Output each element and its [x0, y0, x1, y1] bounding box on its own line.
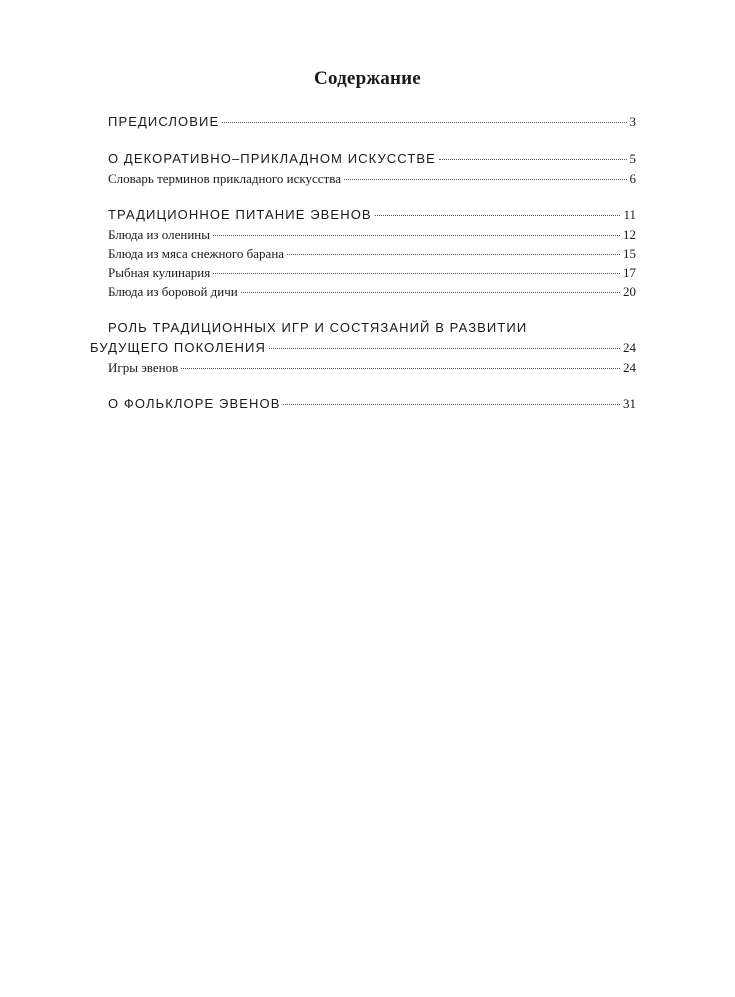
toc-entry-label: Блюда из оленины: [108, 227, 211, 242]
toc-entry-decorative-arts[interactable]: [108, 149, 636, 169]
dot-leader: [375, 215, 621, 216]
toc-page-number: 5: [629, 151, 636, 166]
toc-entry-label: Блюда из боровой дичи: [108, 284, 238, 299]
dot-leader: [222, 122, 626, 123]
toc-entry-label: Игры эвенов: [108, 360, 179, 375]
dot-leader: [241, 292, 620, 293]
toc-subentry-glossary[interactable]: [108, 169, 636, 188]
toc-entry-label: ПРЕДИСЛОВИЕ: [108, 114, 220, 129]
toc-page-number: 11: [623, 207, 636, 222]
toc-entry-nutrition[interactable]: [108, 205, 636, 225]
toc-page-number: 24: [623, 360, 636, 375]
toc-entry-label-line2: БУДУЩЕГО ПОКОЛЕНИЯ: [90, 340, 266, 355]
toc-entry-label: ТРАДИЦИОННОЕ ПИТАНИЕ ЭВЕНОВ: [108, 207, 372, 222]
toc-page-number: 24: [623, 340, 636, 355]
toc-entry-label: Блюда из мяса снежного барана: [108, 246, 285, 261]
toc-entry-preface[interactable]: [108, 112, 636, 132]
toc-subentry-even-games[interactable]: [108, 358, 636, 377]
toc-subentry-snow-sheep[interactable]: [108, 244, 636, 263]
toc-entry-label-line1: РОЛЬ ТРАДИЦИОННЫХ ИГР И СОСТЯЗАНИЙ В РАЗВИТИИ: [108, 320, 528, 335]
dot-leader: [181, 368, 620, 369]
toc-page-number: 3: [629, 114, 636, 129]
toc-entry-games-line2: [90, 338, 636, 358]
toc-subentry-venison[interactable]: [108, 225, 636, 244]
table-of-contents: [90, 112, 636, 414]
dot-leader: [269, 348, 620, 349]
toc-page-number: 15: [623, 246, 636, 261]
toc-page-number: 20: [623, 284, 636, 299]
page-title: Содержание: [314, 68, 421, 89]
dot-leader: [287, 254, 620, 255]
toc-entry-folklore[interactable]: [108, 394, 636, 414]
toc-page-number: 12: [623, 227, 636, 242]
dot-leader: [213, 235, 620, 236]
toc-subentry-fish[interactable]: [108, 263, 636, 282]
dot-leader: [439, 159, 627, 160]
toc-page-number: 17: [623, 265, 636, 280]
toc-subentry-game-birds[interactable]: [108, 282, 636, 301]
toc-entry-label: Словарь терминов прикладного искусства: [108, 171, 341, 186]
toc-entry-label: О ФОЛЬКЛОРЕ ЭВЕНОВ: [108, 396, 281, 411]
dot-leader: [283, 404, 620, 405]
toc-entry-label: Рыбная кулинария: [108, 265, 211, 280]
toc-entry-label: О ДЕКОРАТИВНО–ПРИКЛАДНОМ ИСКУССТВЕ: [108, 151, 436, 166]
toc-entry-games[interactable]: [90, 318, 636, 358]
dot-leader: [344, 179, 627, 180]
dot-leader: [213, 273, 620, 274]
toc-page-number: 31: [623, 396, 636, 411]
toc-page-number: 6: [629, 171, 636, 186]
